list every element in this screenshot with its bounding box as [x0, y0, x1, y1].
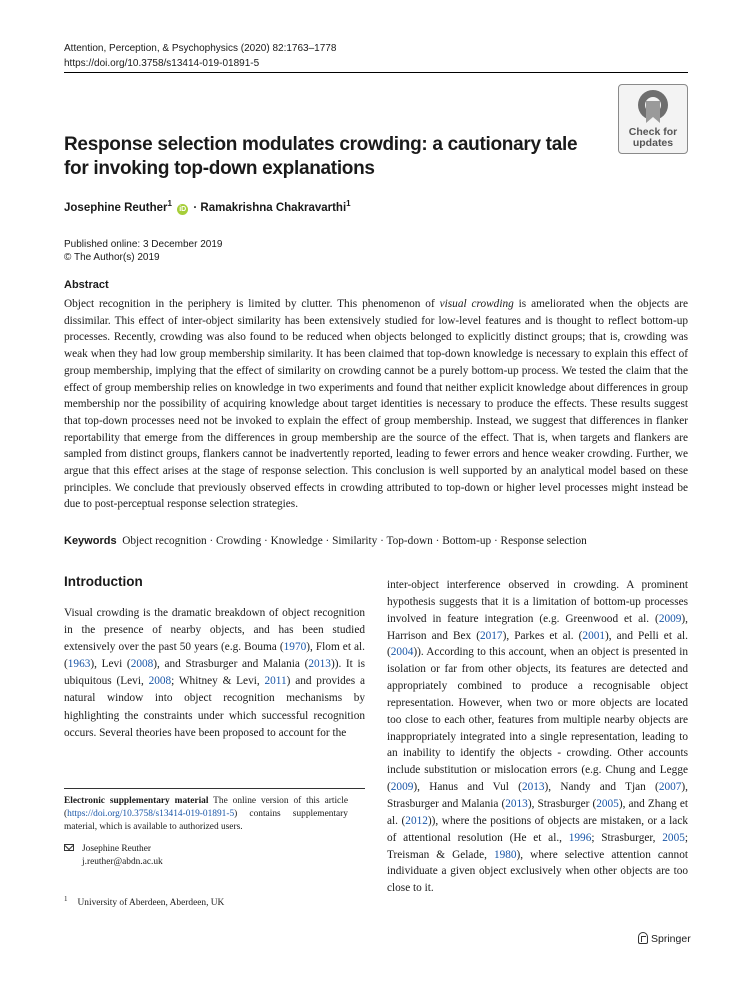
publication-info	[64, 238, 222, 264]
supplementary-note: Electronic supplementary material The online version of this article (https://doi.org/10.3758/s13414-019-01891-5) contains supplementary material, which is available to authorized users.	[64, 796, 348, 832]
body-text: )). According to this account, when an object is presented in isolation or far from other objects, its features are detected and appropriately combined to produce a recognisable object representation. However, when two or more objects are located too close to each other, features from multiple nearby objects are inappropriately integrated into a single representation, leading to an inability to identify the objects - crowding. Other accounts include substitution or mislocation errors (e.g. Chung and Legge (	[387, 646, 688, 794]
citation-link[interactable]: 2013	[505, 797, 528, 810]
supplementary-link[interactable]: https://doi.org/10.3758/s13414-019-01891-5	[67, 809, 235, 819]
citation-link[interactable]: 2008	[130, 658, 154, 671]
citation-link[interactable]: 2012	[405, 814, 428, 827]
author-name[interactable]: Ramakrishna Chakravarthi	[200, 201, 347, 214]
introduction-heading: Introduction	[64, 574, 143, 589]
body-text: inter-object interference observed in crowding. A prominent hypothesis suggests that it is a limitation of bottom-up processes involved in feature integration (e.g. Greenwood et al. (	[387, 579, 688, 625]
body-text: ), and Pelli et al. (	[387, 629, 688, 659]
citation-link[interactable]: 2013	[521, 781, 545, 794]
citation-link[interactable]: 2005	[596, 797, 619, 810]
affiliation-marker: 1	[346, 199, 351, 208]
corresponding-email[interactable]: j.reuther@abdn.ac.uk	[82, 857, 163, 867]
body-text: ), Levi (	[90, 658, 131, 671]
citation-link[interactable]: 1963	[67, 658, 91, 671]
check-for-updates-badge[interactable]	[618, 84, 688, 154]
body-text: ; Treisman & Gelade,	[387, 831, 688, 861]
body-text: ), Nandy and Tjan (	[544, 781, 659, 794]
body-text: ; Whitney & Levi,	[171, 675, 265, 688]
citation-link[interactable]: 2004	[390, 646, 414, 659]
affiliation-text: University of Aberdeen, Aberdeen, UK	[77, 898, 225, 909]
citation-link[interactable]: 2008	[148, 675, 172, 688]
body-text: ), Strasburger (	[527, 797, 597, 810]
corresponding-name: Josephine Reuther	[82, 844, 151, 854]
citation-link[interactable]: 2009	[390, 781, 414, 794]
body-text: ), Hanus and Vul (	[413, 781, 522, 794]
orcid-icon[interactable]: iD	[179, 205, 187, 213]
journal-citation: Attention, Perception, & Psychophysics (2020) 82:1763–1778	[64, 43, 337, 54]
author-list	[64, 199, 351, 215]
header-rule	[64, 72, 688, 73]
body-text: ), Harrison and Bex (	[387, 612, 688, 642]
bookmark-icon	[646, 101, 660, 123]
body-text: ), where selective attention cannot individuate a given object exclusively when other objects are too close to it.	[387, 848, 688, 895]
emphasis: visual crowding	[439, 298, 514, 310]
body-text: ), Parkes et al. (	[502, 629, 583, 642]
affiliation-number: 1	[64, 895, 68, 903]
affiliation-marker: 1	[167, 199, 172, 208]
abstract-heading: Abstract	[64, 279, 109, 291]
citation-link[interactable]: 2001	[582, 629, 606, 642]
author-separator: ·	[190, 201, 201, 214]
publisher-logo	[638, 932, 691, 945]
publisher-name: Springer	[651, 933, 691, 945]
citation-link[interactable]: 1970	[283, 641, 307, 654]
citation-link[interactable]: 2007	[658, 781, 682, 794]
check-for-label: Check for	[628, 126, 678, 138]
copyright: © The Author(s) 2019	[64, 252, 160, 263]
body-text: ; Strasburger,	[591, 831, 663, 844]
springer-horse-icon	[638, 932, 648, 944]
body-text: ), Flom et al. (	[64, 641, 366, 671]
body-text: ), and Strasburger and Malania (	[153, 658, 309, 671]
introduction-column-left	[64, 605, 365, 742]
journal-header	[64, 41, 336, 71]
body-text: )), where the positions of objects are mistaken, or a lack of attentional resolution (He et al.,	[387, 814, 688, 844]
doi-link[interactable]: https://doi.org/10.3758/s13414-019-01891-5	[64, 58, 260, 69]
citation-link[interactable]: 1980	[493, 848, 517, 861]
affiliation	[64, 893, 224, 910]
citation-link[interactable]: 2005	[662, 831, 685, 844]
abstract-text: Object recognition in the periphery is limited by clutter. This phenomenon of visual crowding is ameliorated when the objects are dissimilar. This effect of inter-object similarity has been extensively studied for low-level features and is thought to reflect bottom-up processes. Recently, crowding was also found to be reduced when objects belonged to explicitly distinct groups; that is, crowding was weak when they had low group membership similarity. It has been claimed that top-down knowledge is necessary to explain this effect of group membership, implying that the effect of similarity on crowding cannot be a purely bottom-up process. We tested the claim that the effect of group membership relies on knowledge in two experiments and found that neither explicit knowledge about differences in group membership nor the possibility of acquiring knowledge about target identities is necessary to produce the effects. These results suggest that top-down processes need not be invoked to explain the effect of group membership. Instead, we suggest that differences in flanker reportability that emerge from the differences in group membership are the source of the effect. That is, when targets and flankers are sampled from distinct groups, flankers cannot be inadvertently reported, leading to fewer errors and hence weaker crowding. Further, we argue that this effect arises at the stage of response selection. This conclusion is well supported by an analytical model based on these principles. We conclude that previously observed effects in crowding attributed to top-down or higher level processes might instead be due to post-perceptual response selection strategies.	[64, 298, 688, 511]
citation-link[interactable]: 2011	[264, 675, 287, 688]
author-name[interactable]: Josephine Reuther	[64, 201, 168, 214]
body-text: ) and provides a natural window into object recognition mechanisms by highlighting the constraints under which successful recognition occurs. Several theories have been proposed to account for the	[64, 675, 366, 739]
citation-link[interactable]: 2013	[308, 658, 331, 671]
citation-link[interactable]: 1996	[568, 831, 592, 844]
citation-link[interactable]: 2009	[658, 612, 682, 625]
body-text: ), and Zhang et al. (	[387, 797, 689, 827]
published-date: Published online: 3 December 2019	[64, 239, 223, 250]
updates-label: updates	[632, 137, 674, 149]
footnote-rule	[64, 788, 365, 789]
citation-link[interactable]: 2017	[479, 629, 503, 642]
article-title: Response selection modulates crowding: a cautionary tale for invoking top-down explanations	[64, 134, 578, 179]
body-text: ), Strasburger and Malania (	[387, 781, 689, 810]
keywords-label: Keywords	[64, 535, 117, 547]
keywords-list: Object recognition · Crowding · Knowledge · Similarity · Top-down · Bottom-up · Response selection	[122, 535, 587, 547]
introduction-column-right	[387, 577, 688, 897]
body-text: Visual crowding is the dramatic breakdown of object recognition in the presence of nearby objects, and has been studied extensively over the past 50 years (e.g. Bouma (	[64, 607, 365, 654]
supplementary-label: Electronic supplementary material	[64, 796, 209, 806]
envelope-icon	[64, 844, 74, 851]
body-text: )). It is ubiquitous (Levi,	[64, 658, 365, 688]
keywords	[64, 533, 688, 549]
